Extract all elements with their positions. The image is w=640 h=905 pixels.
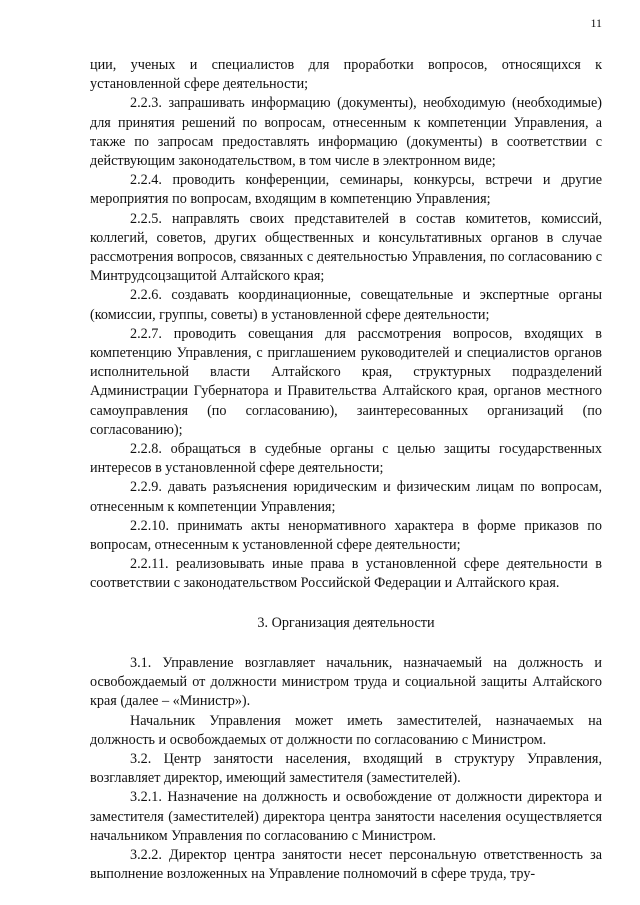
page-number: 11 <box>590 16 602 30</box>
section-heading: 3. Организация деятельности <box>257 614 435 631</box>
paragraph-2-2-10: 2.2.10. принимать акты ненормативного характера в форме приказов по вопросам, отнесенным к установленной сфере деятельности; <box>90 517 602 554</box>
paragraph-2-2-8: 2.2.8. обращаться в судебные органы с целью защиты государственных интересов в установленной сфере деятельности; <box>90 441 602 477</box>
paragraph-2-2-3: 2.2.3. запрашивать информацию (документы), необходимую (необходимые) для принятия решений по вопросам, отнесенным к компетенции Управления, а также по запросам предоставлять информацию (документы) в соответствии с действующим законодательством, в том числе в электронном виде; <box>90 95 602 170</box>
paragraph-3-2-2: 3.2.2. Директор центра занятости несет персональную ответственность за выполнение возложенных на Управление полномочий в сфере труда, тру- <box>90 846 602 883</box>
paragraph-3-2: 3.2. Центр занятости населения, входящий в структуру Управления, возглавляет директор, имеющий заместителя (заместителей). <box>90 750 602 787</box>
document-body <box>90 56 602 884</box>
paragraph-2-2-5: 2.2.5. направлять своих представителей в состав комитетов, комиссий, коллегий, советов, других общественных и консультативных органов в случае рассмотрения вопросов, связанных с деятельностью Управления, по согласованию с Минтрудсоцзащитой Алтайского края; <box>90 210 602 285</box>
paragraph-2-2-6: 2.2.6. создавать координационные, совещательные и экспертные органы (комиссии, группы, советы) в установленной сфере деятельности; <box>90 287 602 323</box>
paragraph-3-2-1: 3.2.1. Назначение на должность и освобождение от должности директора и заместителя (заместителей) директора центра занятости населения осуществляется начальником Управления по согласованию с Министром. <box>90 789 602 844</box>
paragraph-2-2-7: 2.2.7. проводить совещания для рассмотрения вопросов, входящих в компетенцию Управления, с приглашением руководителей и специалистов органов исполнительной власти Алтайского края, структурных подразделений Администрации Губернатора и Правительства Алтайского края, органов местного самоуправления (по согласованию), заинтересованных организаций (по согласованию); <box>90 325 602 438</box>
paragraph-3-1: 3.1. Управление возглавляет начальник, назначаемый на должность и освобождаемый от должности министром труда и социальной защиты Алтайского края (далее – «Министр»). <box>90 654 602 710</box>
paragraph-continuation: ции, ученых и специалистов для проработки вопросов, относящихся к установленной сфере деятельности; <box>90 57 602 93</box>
paragraph-2-2-11: 2.2.11. реализовывать иные права в установленной сфере деятельности в соответствии с законодательством Российской Федерации и Алтайского края. <box>90 556 602 592</box>
paragraph-2-2-4: 2.2.4. проводить конференции, семинары, конкурсы, встречи и другие мероприятия по вопросам, входящим в компетенцию Управления; <box>90 172 602 208</box>
paragraph-deputies: Начальник Управления может иметь заместителей, назначаемых на должность и освобождаемых от должности по согласованию с Министром. <box>90 712 602 748</box>
paragraph-2-2-9: 2.2.9. давать разъяснения юридическим и физическим лицам по вопросам, отнесенным к компетенции Управления; <box>90 479 602 515</box>
